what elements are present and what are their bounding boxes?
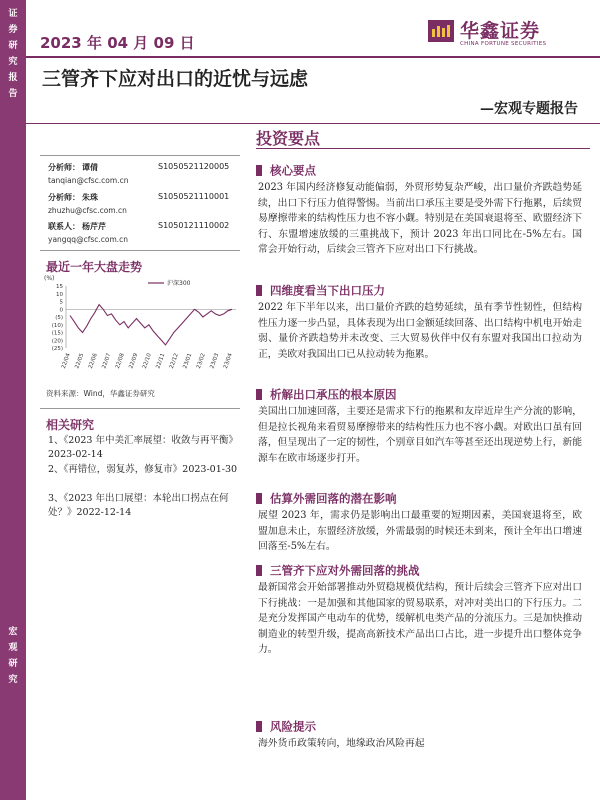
logo-text-en: CHINA FORTUNE SECURITIES <box>460 41 547 47</box>
sidebar-char: 报 <box>8 73 18 83</box>
related-item[interactable]: 2、《再错位，弱复苏，修复市》2023-01-30 <box>48 464 238 475</box>
analyst-name: 朱珠 <box>82 193 98 202</box>
series-line-hs300 <box>70 305 232 345</box>
section-body: 展望 2023 年，需求仍是影响出口最重要的短期因素，美国衰退将至，欧盟加息未止，东盟经济放缓，外需最弱的时候还未到来，预计全年出口增速回落至-5%左右。 <box>258 510 582 552</box>
y-tick-label: 10 <box>56 291 63 298</box>
sidebar-char: 宏 <box>8 627 18 637</box>
section-title: 三管齐下应对外需回落的挑战 <box>270 563 420 578</box>
analyst-block <box>48 221 248 244</box>
x-tick-label: 22/08 <box>114 352 126 370</box>
section-heading-impact <box>256 488 397 507</box>
x-tick-label: 23/01 <box>182 352 194 370</box>
logo-text-cn: 华鑫证券 <box>460 20 541 42</box>
analyst-divider <box>40 250 240 251</box>
section-body: 最新国常会开始部署推动外贸稳规模优结构，预计后续会三管齐下应对出口下行挑战：一是加强和其他国家的贸易联系，对冲对美出口的下行压力。二是充分发挥国产电动车的优势，缓解机电类产品的分流压力。三是加快推动制造业的转型升级，提高高新技术产品出口占比，进一步提升出口整体竞争力。 <box>258 582 582 655</box>
x-tick-label: 23/02 <box>195 352 207 370</box>
x-tick-label: 22/07 <box>101 352 113 370</box>
analyst-role: 分析师： <box>48 193 80 202</box>
y-tick-label: (15) <box>51 330 63 337</box>
sidebar-bottom-label <box>0 624 26 688</box>
sidebar-band <box>0 0 26 800</box>
section-marker <box>256 565 262 576</box>
analyst-name: 谭倩 <box>82 163 98 172</box>
related-title: 相关研究 <box>46 418 95 432</box>
company-logo <box>428 16 588 50</box>
section-title: 核心要点 <box>270 163 316 178</box>
section-heading-pressure <box>256 280 385 299</box>
analyst-divider <box>40 155 240 156</box>
section-body: 海外货币政策转向，地缘政治风险再起 <box>258 738 425 749</box>
section-marker <box>256 721 262 732</box>
market-trend-chart <box>40 272 240 386</box>
y-tick-label: 0 <box>59 307 63 314</box>
section-title: 析解出口承压的根本原因 <box>270 387 397 402</box>
chart-title: 最近一年大盘走势 <box>46 260 143 274</box>
legend-label: 沪深300 <box>167 280 191 287</box>
sidebar-char: 究 <box>8 57 18 67</box>
section-heading-risk <box>256 716 316 735</box>
x-tick-label: 22/05 <box>74 352 86 370</box>
x-tick-label: 22/11 <box>155 352 167 370</box>
analyst-role: 分析师： <box>48 163 80 172</box>
x-tick-label: 22/10 <box>141 352 153 370</box>
section-marker <box>256 165 262 176</box>
section-rule <box>256 148 590 149</box>
sidebar-char: 证 <box>8 9 18 19</box>
y-tick-label: 5 <box>59 299 63 306</box>
sidebar-char: 告 <box>8 89 18 99</box>
sidebar-char: 观 <box>8 643 18 653</box>
related-divider <box>40 408 240 409</box>
analyst-block <box>48 162 248 185</box>
section-marker <box>256 493 262 504</box>
analyst-cert: S1050521120005 <box>158 162 230 171</box>
y-tick-label: (25) <box>51 346 63 352</box>
section-heading: 投资要点 <box>256 129 321 148</box>
header-rule <box>26 56 600 58</box>
analyst-name: 杨芹芹 <box>82 222 106 231</box>
section-title: 估算外需回落的潜在影响 <box>270 491 397 506</box>
section-marker <box>256 285 262 296</box>
analyst-block <box>48 192 248 215</box>
title-rule <box>26 123 600 124</box>
sidebar-char: 究 <box>8 675 18 685</box>
sidebar-char: 研 <box>8 659 18 669</box>
y-tick-label: (20) <box>51 338 63 345</box>
report-title: 三管齐下应对出口的近忧与远虑 <box>42 68 309 90</box>
report-date: 2023 年 04 月 09 日 <box>40 34 195 52</box>
sidebar-top-label <box>0 6 26 102</box>
analyst-cert: S1050521110001 <box>158 192 230 201</box>
section-body: 美国出口加速回落，主要还是需求下行的拖累和友岸近岸生产分流的影响，但是拉长视角来看贸易摩擦带来的结构性压力也不容小觑。对欧出口虽有回落，但呈现出了一定的韧性，个别章目如汽车等甚至还出现逆势上行，新能源车在欧市场逐步打开。 <box>258 406 582 464</box>
sidebar-char: 券 <box>8 25 18 35</box>
analyst-email: tanqian@cfsc.com.cn <box>48 176 129 185</box>
x-tick-label: 22/09 <box>128 352 140 370</box>
related-item[interactable]: 1、《2023 年中美汇率展望：收敛与再平衡》2023-02-14 <box>48 435 238 460</box>
related-item[interactable]: 3、《2023 年出口展望：本轮出口拐点在何处？》2022-12-14 <box>48 493 229 518</box>
section-title: 四维度看当下出口压力 <box>270 283 385 298</box>
sidebar-char: 研 <box>8 41 18 51</box>
section-body: 2022 年下半年以来，出口量价齐跌的趋势延续，虽有季节性韧性，但结构性压力逐一步凸显，具体表现为出口金额延续回落、出口结构中机电开始走弱、量价齐跌趋势并未改变、三大贸易伙伴中仅有东盟对我国出口拉动为正，美欧对我国出口已从拉动转为拖累。 <box>258 302 582 360</box>
section-title: 风险提示 <box>270 719 316 734</box>
section-heading-core <box>256 160 316 179</box>
analyst-email: zhuzhu@cfsc.com.cn <box>48 206 127 215</box>
y-tick-label: (10) <box>51 322 63 329</box>
section-heading-causes <box>256 384 397 403</box>
x-tick-label: 22/06 <box>87 352 99 370</box>
report-subtitle: —宏观专题报告 <box>480 101 578 117</box>
x-tick-label: 22/04 <box>60 352 72 370</box>
y-tick-label: (5) <box>55 315 63 321</box>
analyst-email: yangqq@cfsc.com.cn <box>48 235 129 244</box>
chart-source: 资料来源：Wind，华鑫证券研究 <box>46 389 155 398</box>
section-marker <box>256 389 262 400</box>
y-tick-label: 15 <box>56 284 63 290</box>
section-heading-strategy <box>256 560 420 579</box>
x-tick-label: 23/04 <box>222 352 234 370</box>
analyst-role: 联系人： <box>48 222 80 231</box>
analyst-cert: S1050121110002 <box>158 221 230 230</box>
logo-mark-icon <box>428 20 454 42</box>
chart-unit-label: (%) <box>44 275 55 282</box>
x-tick-label: 23/03 <box>209 352 221 370</box>
section-body: 2023 年国内经济修复动能偏弱，外贸形势复杂严峻，出口量价齐跌趋势延续，出口下行压力值得警惕。当前出口承压主要是受外需下行拖累，后续贸易摩擦带来的结构性压力也不容小觑。特别是在美国衰退将至、欧盟经济下行、东盟增速放缓的三重挑战下，预计 2023 年出口同比在-5%左右。国常会开始行动，后续会三管齐下应对出口下行挑战。 <box>258 182 582 255</box>
x-tick-label: 22/12 <box>168 352 180 370</box>
